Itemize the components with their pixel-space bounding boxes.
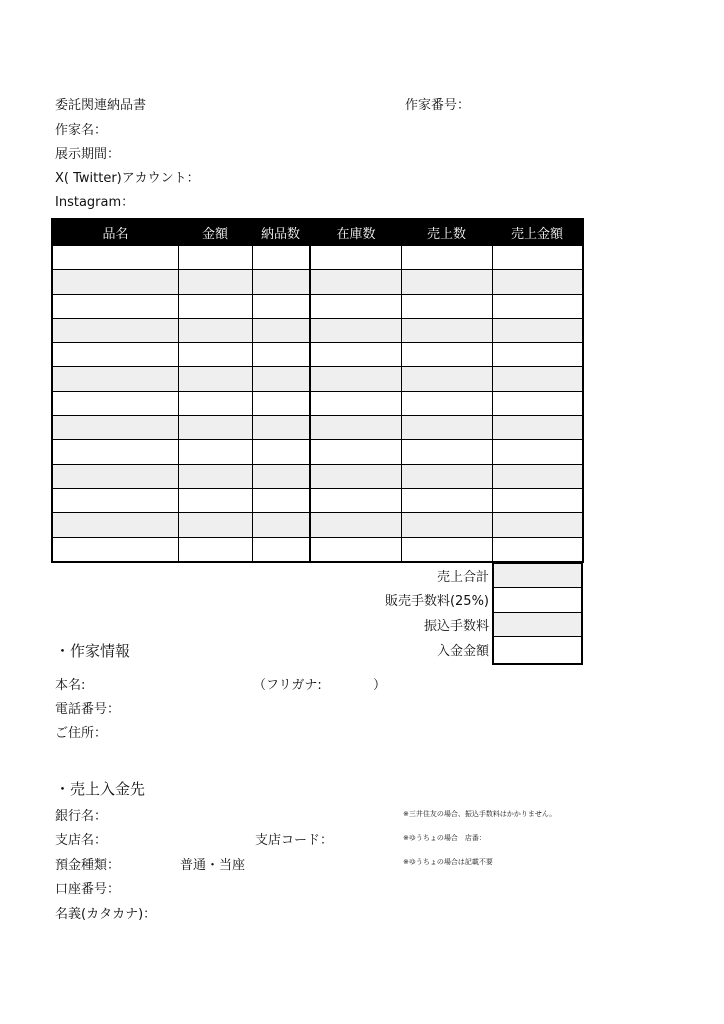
- commission-cell[interactable]: [493, 588, 582, 612]
- cell-stock-qty[interactable]: [310, 294, 401, 318]
- cell-sold-qty[interactable]: [401, 513, 492, 537]
- cell-price[interactable]: [178, 343, 252, 367]
- real-name-label: 本名:: [55, 678, 86, 693]
- cell-stock-qty[interactable]: [310, 488, 401, 512]
- artist-number-label: 作家番号：: [405, 98, 471, 113]
- cell-stock-qty[interactable]: [310, 367, 401, 391]
- account-holder-label: 名義(カタカナ)：: [55, 907, 157, 922]
- cell-price[interactable]: [178, 440, 252, 464]
- cell-item-name[interactable]: [52, 440, 178, 464]
- branch-name-label: 支店名：: [55, 833, 108, 848]
- transfer-fee-label: 振込手数料: [423, 619, 489, 634]
- cell-item-name[interactable]: [52, 294, 178, 318]
- document-title: 委託関連納品書: [55, 98, 147, 113]
- table-row: [52, 391, 583, 415]
- cell-delivered-qty[interactable]: [252, 294, 310, 318]
- column-header-sales-amount: 売上金額: [492, 219, 583, 246]
- cell-item-name[interactable]: [52, 537, 178, 562]
- artist-name-label: 作家名：: [55, 123, 108, 138]
- cell-item-name[interactable]: [52, 367, 178, 391]
- column-header-price: 金額: [178, 219, 252, 246]
- cell-sold-qty[interactable]: [401, 246, 492, 270]
- cell-stock-qty[interactable]: [310, 270, 401, 294]
- cell-delivered-qty[interactable]: [252, 416, 310, 440]
- x-account-label: X( Twitter)アカウント：: [55, 171, 200, 186]
- summary-table: [492, 562, 583, 665]
- furigana-close-label: ）: [373, 678, 387, 693]
- table-row: [52, 270, 583, 294]
- cell-stock-qty[interactable]: [310, 343, 401, 367]
- cell-sales-amount[interactable]: [492, 488, 583, 512]
- cell-price[interactable]: [178, 464, 252, 488]
- cell-price[interactable]: [178, 367, 252, 391]
- cell-sales-amount[interactable]: [492, 318, 583, 342]
- cell-delivered-qty[interactable]: [252, 343, 310, 367]
- cell-stock-qty[interactable]: [310, 318, 401, 342]
- table-row: [52, 440, 583, 464]
- cell-price[interactable]: [178, 537, 252, 562]
- cell-sold-qty[interactable]: [401, 270, 492, 294]
- cell-price[interactable]: [178, 294, 252, 318]
- cell-delivered-qty[interactable]: [252, 488, 310, 512]
- cell-price[interactable]: [178, 318, 252, 342]
- column-header-stock-qty: 在庫数: [310, 219, 401, 246]
- cell-item-name[interactable]: [52, 464, 178, 488]
- delivery-table: [51, 218, 584, 563]
- transfer-fee-cell[interactable]: [493, 612, 582, 636]
- cell-stock-qty[interactable]: [310, 391, 401, 415]
- furigana-open-label: （フリガナ:: [253, 678, 322, 693]
- table-row: [52, 294, 583, 318]
- cell-delivered-qty[interactable]: [252, 318, 310, 342]
- cell-sales-amount[interactable]: [492, 343, 583, 367]
- artist-info-section-title: ・作家情報: [55, 642, 131, 660]
- cell-sold-qty[interactable]: [401, 440, 492, 464]
- cell-delivered-qty[interactable]: [252, 440, 310, 464]
- cell-sales-amount[interactable]: [492, 440, 583, 464]
- cell-stock-qty[interactable]: [310, 513, 401, 537]
- cell-item-name[interactable]: [52, 246, 178, 270]
- yucho-no-entry-note: ※ゆうちょの場合は記載不要: [403, 858, 493, 866]
- cell-price[interactable]: [178, 391, 252, 415]
- table-row: [52, 367, 583, 391]
- cell-sales-amount[interactable]: [492, 464, 583, 488]
- cell-stock-qty[interactable]: [310, 416, 401, 440]
- cell-delivered-qty[interactable]: [252, 464, 310, 488]
- cell-sales-amount[interactable]: [492, 270, 583, 294]
- column-header-delivered-qty: 納品数: [252, 219, 310, 246]
- cell-sold-qty[interactable]: [401, 464, 492, 488]
- cell-item-name[interactable]: [52, 513, 178, 537]
- deposit-amount-label: 入金金額: [436, 644, 489, 659]
- table-row: [52, 318, 583, 342]
- bank-name-label: 銀行名：: [55, 809, 108, 824]
- table-row: [52, 537, 583, 562]
- cell-stock-qty[interactable]: [310, 537, 401, 562]
- address-label: ご住所：: [55, 726, 108, 741]
- mitsui-note: ※三井住友の場合、振込手数料はかかりません。: [403, 810, 557, 818]
- branch-code-label: 支店コード：: [255, 833, 334, 848]
- cell-sold-qty[interactable]: [401, 343, 492, 367]
- table-row: [52, 464, 583, 488]
- cell-item-name[interactable]: [52, 318, 178, 342]
- cell-sales-amount[interactable]: [492, 246, 583, 270]
- cell-item-name[interactable]: [52, 391, 178, 415]
- cell-sales-amount[interactable]: [492, 367, 583, 391]
- table-row: [52, 513, 583, 537]
- phone-label: 電話番号：: [55, 702, 121, 717]
- sales-total-cell[interactable]: [493, 563, 582, 588]
- column-header-item-name: 品名: [52, 219, 178, 246]
- account-type-value: 普通・当座: [180, 858, 246, 873]
- cell-stock-qty[interactable]: [310, 246, 401, 270]
- account-type-label: 預金種類：: [55, 858, 121, 873]
- cell-price[interactable]: [178, 513, 252, 537]
- cell-sales-amount[interactable]: [492, 537, 583, 562]
- cell-delivered-qty[interactable]: [252, 367, 310, 391]
- cell-sold-qty[interactable]: [401, 318, 492, 342]
- cell-item-name[interactable]: [52, 343, 178, 367]
- table-row: [52, 416, 583, 440]
- cell-item-name[interactable]: [52, 270, 178, 294]
- table-header-row: [52, 219, 583, 246]
- column-header-sold-qty: 売上数: [401, 219, 492, 246]
- exhibition-period-label: 展示期間：: [55, 147, 121, 162]
- cell-sales-amount[interactable]: [492, 294, 583, 318]
- yucho-branch-note: ※ゆうちょの場合 店番：: [403, 834, 486, 842]
- bank-section-title: ・売上入金先: [55, 780, 146, 798]
- sales-total-label: 売上合計: [436, 570, 489, 585]
- cell-sales-amount[interactable]: [492, 513, 583, 537]
- cell-sold-qty[interactable]: [401, 367, 492, 391]
- cell-sales-amount[interactable]: [492, 416, 583, 440]
- cell-sales-amount[interactable]: [492, 391, 583, 415]
- cell-delivered-qty[interactable]: [252, 513, 310, 537]
- cell-sold-qty[interactable]: [401, 294, 492, 318]
- cell-delivered-qty[interactable]: [252, 270, 310, 294]
- cell-price[interactable]: [178, 488, 252, 512]
- cell-sold-qty[interactable]: [401, 537, 492, 562]
- cell-sold-qty[interactable]: [401, 416, 492, 440]
- cell-delivered-qty[interactable]: [252, 537, 310, 562]
- cell-delivered-qty[interactable]: [252, 246, 310, 270]
- cell-item-name[interactable]: [52, 416, 178, 440]
- cell-delivered-qty[interactable]: [252, 391, 310, 415]
- table-row: [52, 488, 583, 512]
- cell-sold-qty[interactable]: [401, 391, 492, 415]
- table-row: [52, 343, 583, 367]
- cell-price[interactable]: [178, 270, 252, 294]
- deposit-amount-cell[interactable]: [493, 636, 582, 664]
- cell-stock-qty[interactable]: [310, 440, 401, 464]
- cell-price[interactable]: [178, 246, 252, 270]
- cell-price[interactable]: [178, 416, 252, 440]
- cell-stock-qty[interactable]: [310, 464, 401, 488]
- cell-sold-qty[interactable]: [401, 488, 492, 512]
- account-number-label: 口座番号：: [55, 882, 121, 897]
- cell-item-name[interactable]: [52, 488, 178, 512]
- table-row: [52, 246, 583, 270]
- instagram-label: Instagram：: [55, 195, 135, 210]
- commission-label: 販売手数料(25%): [384, 594, 489, 609]
